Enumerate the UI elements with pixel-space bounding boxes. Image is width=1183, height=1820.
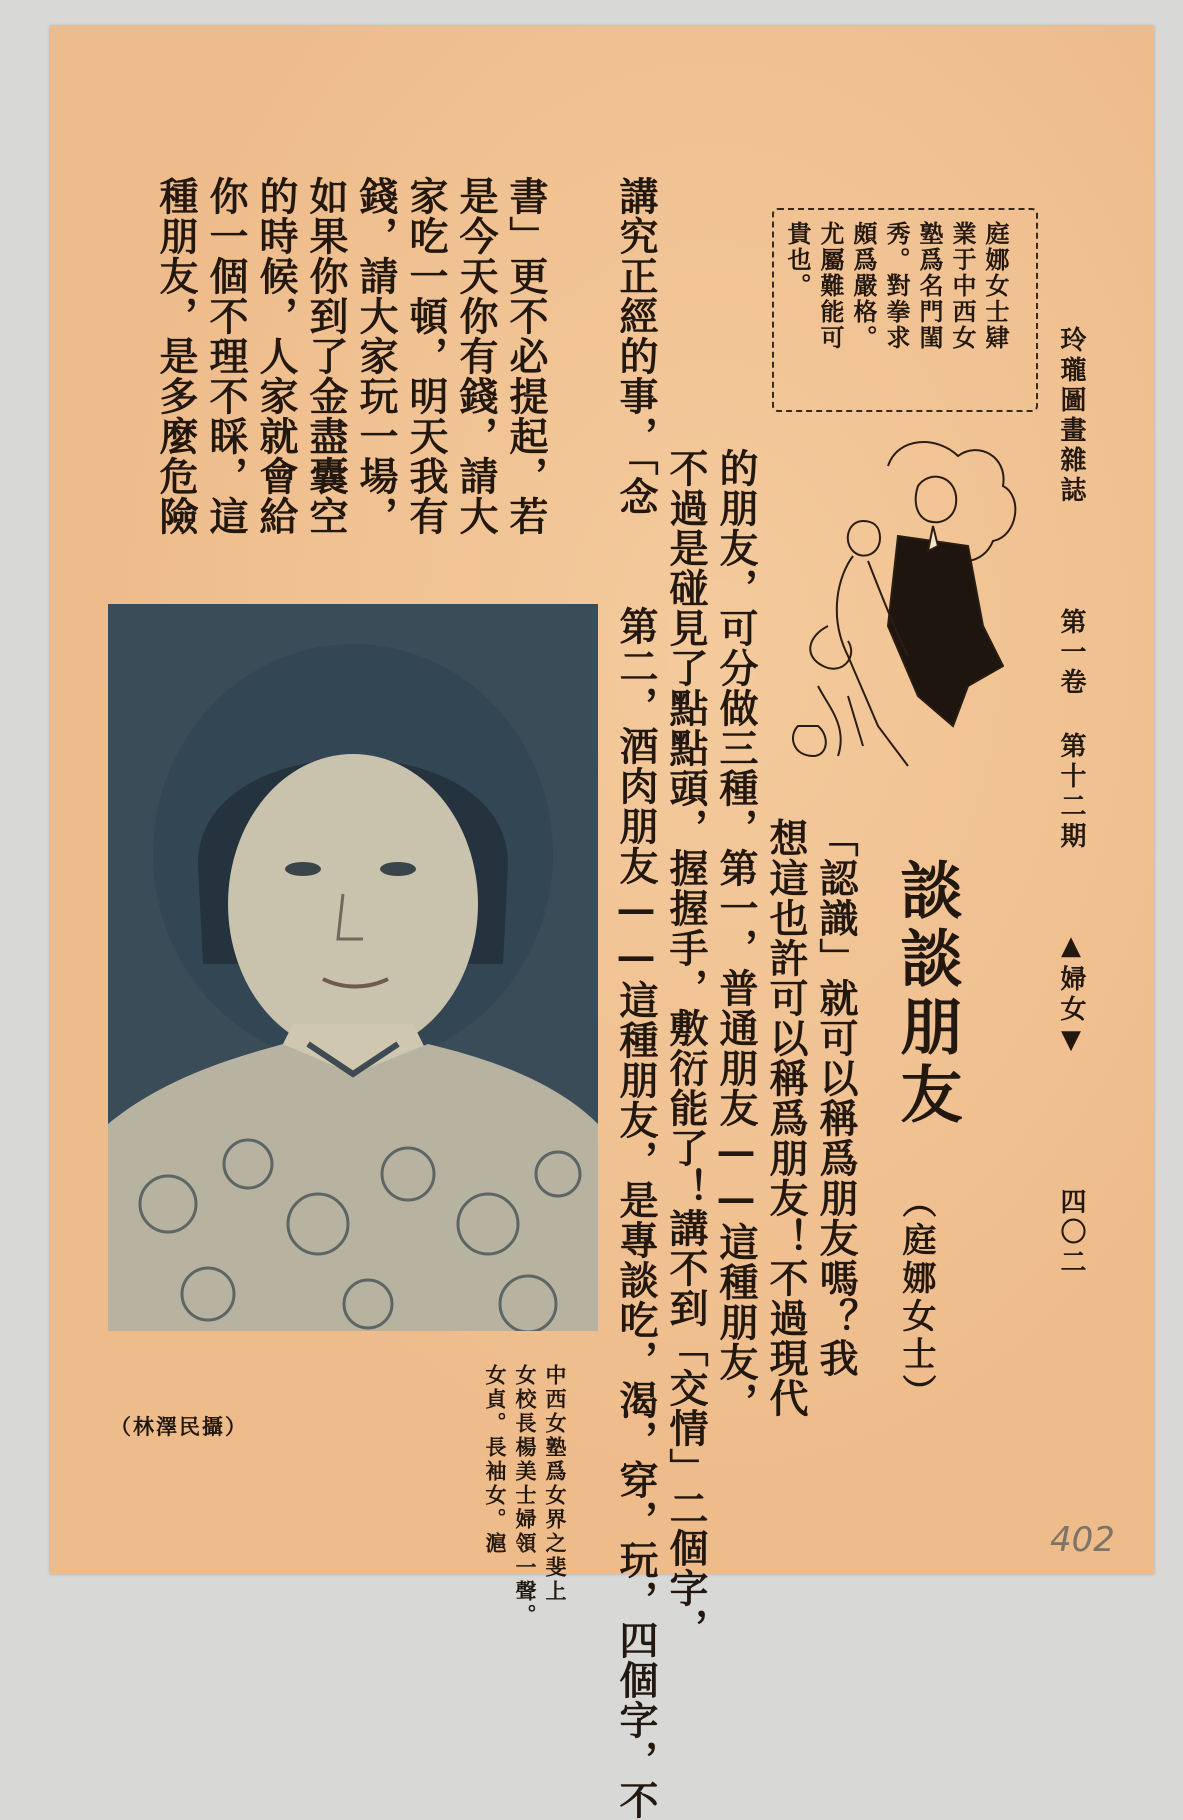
issue-label: 第十二期 <box>1056 732 1086 852</box>
couple-illustration <box>768 426 1030 786</box>
portrait-photo <box>108 604 598 1331</box>
intro-line: 尤屬難能可 <box>816 221 845 351</box>
article-column: 不過是碰見了點點頭，握握手，敷衍能了！講不到「交情」二個字， <box>663 448 709 1648</box>
magazine-page <box>50 26 1154 1820</box>
intro-line: 貴也。 <box>783 221 812 299</box>
article-column: 想這也許可以稱爲朋友！不過現代 <box>763 818 809 1418</box>
photo-caption-line: 中西女塾爲女界之斐上 <box>543 1364 568 1604</box>
article-column: 你一個不理不睬，這 <box>203 176 249 536</box>
intro-line: 頗爲嚴格。 <box>849 221 878 351</box>
magazine-name: 玲瓏圖畫雜誌 <box>1056 326 1086 506</box>
intro-line: 秀。對拳求 <box>882 221 911 351</box>
section-label: ▲婦女▼ <box>1056 931 1086 1059</box>
article-column: 的時候，人家就會給 <box>253 176 299 536</box>
article-column: 家吃一頓，明天我有 <box>403 176 449 536</box>
intro-line: 庭娜女士肄 <box>981 221 1010 351</box>
article-column: 講究正經的事，「念 <box>613 176 659 517</box>
portrait-image <box>108 604 598 1331</box>
article-column: 錢，請大家玩一場， <box>353 176 399 536</box>
article-author: （庭娜女士） <box>896 1184 936 1412</box>
article-column: 的朋友，可分做三種，第一，普通朋友——這種朋友， <box>713 448 759 1422</box>
article-column: 書」更不必提起，若 <box>503 176 549 536</box>
intro-line: 業于中西女 <box>948 221 977 351</box>
article-column: 第二，酒肉朋友——這種朋友，是專談吃，渴，穿，玩，四個字，不 <box>613 606 659 1820</box>
article-title: 談談朋友 <box>890 858 963 1130</box>
photo-credit: （林澤民攝） <box>110 1414 248 1439</box>
page-number: 四〇二 <box>1056 1188 1086 1278</box>
article-column: 如果你到了金盡囊空 <box>303 176 349 536</box>
photo-caption-line: 女校長楊美士婦領一聲。 <box>513 1364 538 1628</box>
article-column: 種朋友，是多麼危險 <box>153 176 199 536</box>
article-column: 「認識」就可以稱爲朋友嗎？我 <box>813 818 859 1378</box>
article-column: 是今天你有錢，請大 <box>453 176 499 536</box>
intro-line: 塾爲名門閨 <box>915 221 944 351</box>
handwritten-page-number: 402 <box>1050 1520 1115 1560</box>
photo-caption-line: 女貞。長袖女。滬 <box>483 1364 508 1556</box>
volume-label: 第一卷 <box>1056 608 1086 698</box>
